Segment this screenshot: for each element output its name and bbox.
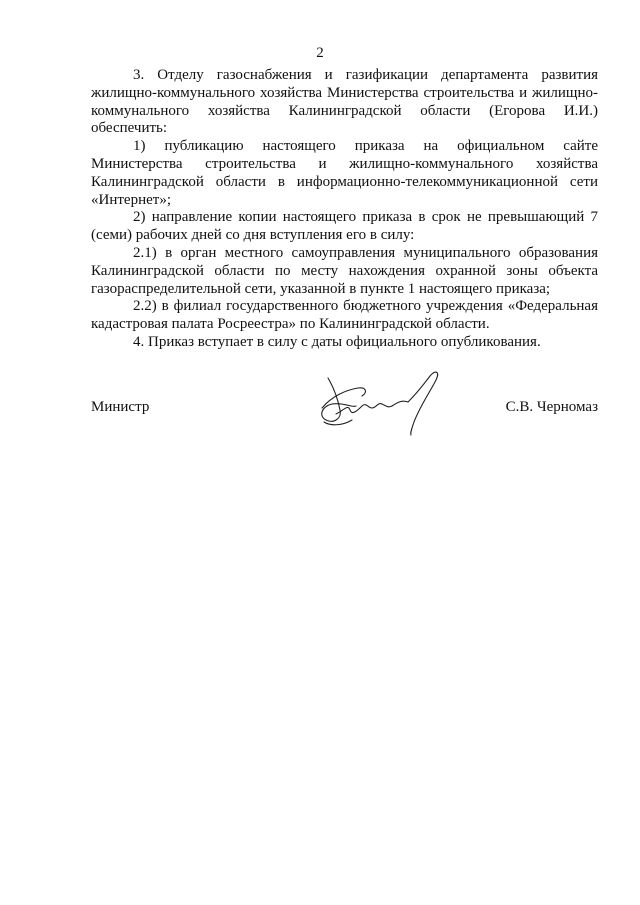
page-number: 2 xyxy=(316,45,324,61)
paragraph-item-4: 4. Приказ вступает в силу с даты официального опубликования. xyxy=(133,333,541,350)
paragraph-item-3: 3. Отделу газоснабжения и газификации департамента развития жилищно-коммунального хозяйства Министерства строительства и жилищно-коммунального хозяйства Калининградской области (Егорова И.И.) обеспечить: xyxy=(91,67,598,137)
document-body xyxy=(91,67,598,352)
handwritten-signature xyxy=(312,366,460,436)
signatory-title: Министр xyxy=(91,399,150,415)
paragraph-subitem-1: 1) публикацию настоящего приказа на официальном сайте Министерства строительства и жилищно-коммунального хозяйства Калининградской области в информационно-телекоммуникационной сети «Интернет»; xyxy=(91,138,598,208)
paragraph-subitem-2-1: 2.1) в орган местного самоуправления муниципального образования Калининградской области по месту нахождения охранной зоны объекта газораспределительной сети, указанной в пункте 1 настоящего приказа; xyxy=(91,244,598,297)
signatory-name: С.В. Черномаз xyxy=(505,399,598,415)
paragraph-subitem-2-2: 2.2) в филиал государственного бюджетного учреждения «Федеральная кадастровая палата Росреестра» по Калининградской области. xyxy=(91,298,598,333)
paragraph-subitem-2: 2) направление копии настоящего приказа в срок не превышающий 7 (семи) рабочих дней со дня вступления его в силу: xyxy=(91,209,598,244)
